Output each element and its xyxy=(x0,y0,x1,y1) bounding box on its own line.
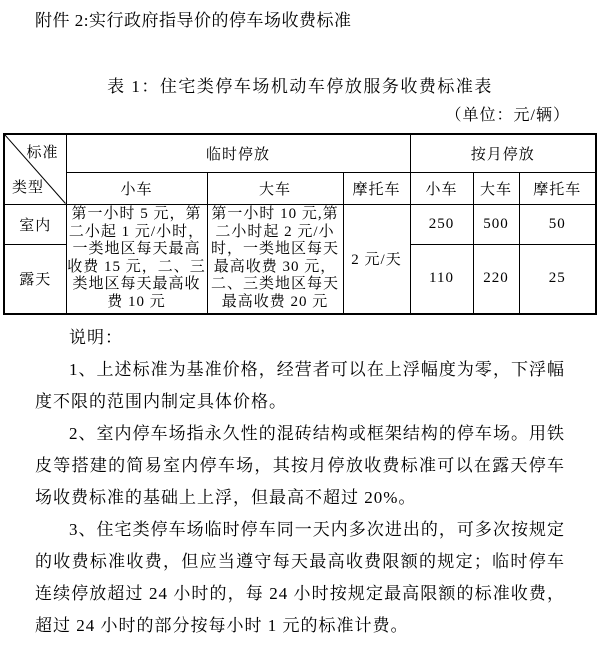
note-item-3: 3、住宅类停车场临时停车同一天内多次进出的，可多次按规定的收费标准收费，但应当遵守每天最高收费限额的规定；临时停车连续停放超过 24 小时的，每 24 小时按规定最高限额的标准收费，超过 24 小时的部分按每小时 1 元的标准计费。 xyxy=(35,520,565,635)
cell-monthly-outdoor-small-car: 110 xyxy=(410,244,473,314)
cell-temp-large-car-fee: 第一小时 10 元,第二小时起 2 元/小时，一类地区每天最高收费 30 元，二、三类地区每天最高收费 20 元 xyxy=(207,204,343,314)
table-title: 表 1：住宅类停车场机动车停放服务收费标准表 xyxy=(107,77,493,96)
notes-heading: 说明： xyxy=(69,328,123,347)
attachment-title: 附件 2:实行政府指导价的停车场收费标准 xyxy=(35,11,352,30)
subheader-temp-motorcycle: 摩托车 xyxy=(343,172,410,204)
subheader-monthly-small-car: 小车 xyxy=(410,172,473,204)
note-item-1: 1、上述标准为基准价格，经营者可以在上浮幅度为零，下浮幅度不限的范围内制定具体价格。 xyxy=(35,360,565,411)
corner-cell xyxy=(4,134,66,204)
subheader-monthly-large-car: 大车 xyxy=(473,172,519,204)
cell-monthly-indoor-motorcycle: 50 xyxy=(519,204,596,244)
subheader-temp-small-car: 小车 xyxy=(66,172,207,204)
cell-temp-motorcycle-fee: 2 元/天 xyxy=(343,204,410,314)
row-label-outdoor: 露天 xyxy=(4,244,66,314)
cell-monthly-outdoor-large-car: 220 xyxy=(473,244,519,314)
cell-monthly-outdoor-motorcycle: 25 xyxy=(519,244,596,314)
group-header-monthly: 按月停放 xyxy=(410,134,596,172)
cell-monthly-indoor-large-car: 500 xyxy=(473,204,519,244)
unit-label: （单位：元/辆） xyxy=(445,107,570,124)
group-header-temporary: 临时停放 xyxy=(66,134,410,172)
cell-monthly-indoor-small-car: 250 xyxy=(410,204,473,244)
subheader-temp-large-car: 大车 xyxy=(207,172,343,204)
corner-label-type: 类型 xyxy=(12,179,45,196)
row-label-indoor: 室内 xyxy=(4,204,66,244)
note-item-2: 2、室内停车场指永久性的混砖结构或框架结构的停车场。用铁皮等搭建的简易室内停车场，其按月停放收费标准可以在露天停车场收费标准的基础上上浮，但最高不超过 20%。 xyxy=(35,424,565,507)
parking-fee-table xyxy=(3,133,597,315)
corner-label-standard: 标准 xyxy=(26,145,59,161)
notes-section xyxy=(35,322,565,642)
cell-temp-small-car-fee: 第一小时 5 元，第二小起 1 元/小时，一类地区每天最高收费 15 元，二、三类地区每天最高收费 10 元 xyxy=(66,204,207,314)
subheader-monthly-motorcycle: 摩托车 xyxy=(519,172,596,204)
